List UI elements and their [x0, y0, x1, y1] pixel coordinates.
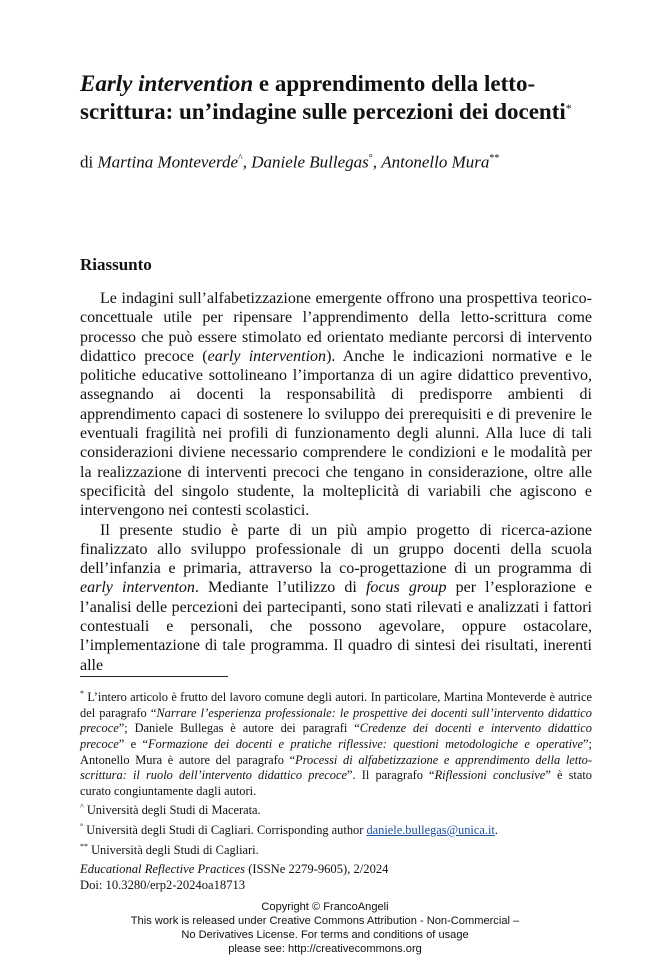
author-1-marker: ^ [238, 153, 243, 164]
journal-issn: (ISSNe 2279-9605), 2/2024 [245, 862, 389, 876]
italic-term: early interventon [80, 579, 195, 597]
journal-citation [80, 862, 592, 878]
text-run: ). Anche le indicazioni normative e le politiche educative sottolineano l’importanza di un agire didattico preventivo, assegnando ai docenti la responsabilità di predisporre ambienti di apprendimento capaci di sostenere lo sviluppo dei prerequisiti e di prevenire le eventuali fragilità nei profili di funzionamento degli alunni. Alla luce di tali considerazioni diviene necessario comprendere le condizioni e le modalità per la realizzazione di interventi precoci che tengano in considerazione, oltre alle specificità del singolo studente, la molteplicità di variabili che agiscono e intervengono nei contesti scolastici. [80, 347, 593, 520]
footnote-2 [80, 799, 592, 819]
title-rest: e apprendimento della letto-scrittura: un’indagine sulle percezioni dei docenti [80, 71, 566, 124]
text-run: per l’esplorazione e l’analisi delle percezioni dei partecipanti, sono stati rilevati e analizzati i fattori contestuali e personali, che possono agevolare, oppure ostacolare, l’implementazione di tale programma. Il quadro di sintesi dei risultati, inerenti alle [80, 579, 593, 674]
author-prefix: di [80, 152, 98, 172]
text-run: L’intero articolo è frutto del lavoro comune degli autori. In particolare, Martina Monteverde è autrice del paragrafo “ [80, 690, 592, 720]
article-title [80, 70, 592, 126]
text-run: ”; Antonello Mura è autore del paragrafo “ [80, 736, 592, 767]
author-2-marker: ° [368, 153, 373, 164]
title-italic-part: Early intervention [80, 71, 254, 96]
footnote-3 [80, 819, 592, 839]
footnote-marker: * [80, 689, 84, 698]
italic-term: Processi di alfabetizzazione e apprendimento della letto-scrittura: il ruolo dell’intervento didattico precoce [80, 752, 592, 783]
license-line: please see: http://creativecommons.org [228, 943, 422, 955]
copyright-notice [90, 900, 560, 956]
abstract-paragraph-2 [80, 521, 592, 675]
text-run: Università degli Studi di Cagliari. Corrisponding author [83, 823, 367, 838]
italic-term: Riflessioni conclusive [434, 768, 546, 783]
italic-term: focus group [365, 579, 447, 597]
author-3-marker: ** [489, 153, 500, 164]
abstract-body [80, 289, 592, 675]
license-line: This work is released under Creative Commons Attribution - Non-Commercial – [130, 915, 520, 927]
footnote-1 [80, 686, 592, 799]
journal-name: Educational Reflective Practices [80, 862, 246, 876]
text-run: Università degli Studi di Macerata. [83, 803, 261, 818]
italic-term: Narrare l’esperienza professionale: le prospettive dei docenti sull’intervento didattico precoce [80, 705, 592, 736]
license-line: No Derivatives License. For terms and conditions of usage [181, 929, 469, 941]
footnote-divider [80, 676, 228, 677]
journal-info [80, 862, 592, 893]
abstract-paragraph-1 [80, 289, 592, 521]
footnote-marker: ** [80, 841, 88, 851]
italic-term: early intervention [207, 347, 327, 365]
footnote-marker: ^ [80, 802, 84, 812]
footnote-marker: ° [80, 822, 84, 831]
text-run: ”; Daniele Bullegas è autore dei paragrafi “ [118, 721, 360, 736]
author-3: Antonello Mura [381, 152, 490, 172]
author-line [80, 148, 592, 174]
title-footnote-marker: * [565, 101, 572, 115]
italic-term: Credenze dei docenti e intervento didattico precoce [80, 721, 593, 751]
author-email-link[interactable]: daniele.bullegas@unica.it [366, 823, 495, 838]
text-run: ” è stato curato congiuntamente dagli autori. [80, 768, 592, 798]
journal-doi: Doi: 10.3280/erp2-2024oa18713 [80, 877, 246, 892]
text-run: Università degli Studi di Cagliari. [88, 842, 259, 857]
author-separator: , [242, 152, 252, 172]
footnotes [80, 686, 592, 858]
author-2: Daniele Bullegas [251, 152, 369, 172]
text-run: ”. Il paragrafo “ [347, 768, 435, 783]
text-run: Il presente studio è parte di un più ampio progetto di ricerca-azione finalizzato allo sviluppo professionale di un gruppo docenti della scuola dell’infanzia e primaria, attraverso la co-progettazione di un programma di [80, 521, 592, 578]
text-run: . [494, 823, 498, 838]
section-heading: Riassunto [80, 255, 152, 274]
text-run: . Mediante l’utilizzo di [194, 579, 366, 597]
italic-term: Formazione dei docenti e pratiche riflessive: questioni metodologiche e operative [147, 736, 584, 751]
footnote-4 [80, 839, 592, 859]
copyright-line: Copyright © FrancoAngeli [261, 901, 389, 913]
text-run: ” e “ [118, 736, 148, 751]
text-run: Le indagini sull’alfabetizzazione emergente offrono una prospettiva teorico-concettuale utile per ripensare l’apprendimento della letto-scrittura come processo che può essere stimolato ed orientato mediante percorsi di intervento didattico precoce ( [80, 290, 592, 365]
author-separator: , [372, 152, 382, 172]
author-1: Martina Monteverde [97, 152, 239, 172]
